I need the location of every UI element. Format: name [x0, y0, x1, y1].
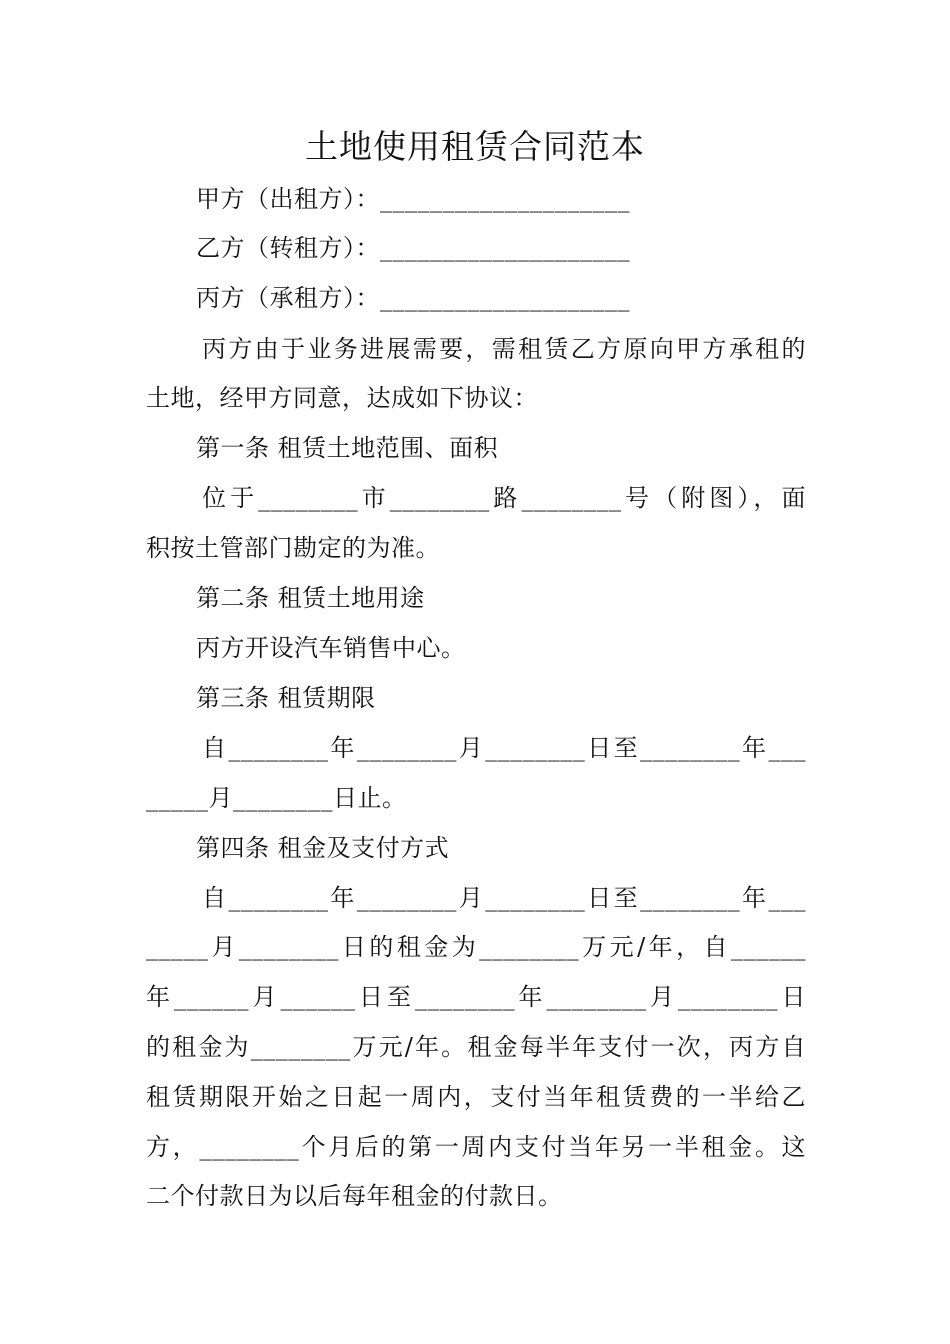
party-b-label: 乙方（转租方）： — [196, 234, 380, 262]
paragraph-line: 的租金为________万元/年。租金每半年支付一次，丙方自 — [146, 1033, 806, 1061]
paragraph-line: 自________年________月________日至________年___ — [202, 734, 806, 762]
document-title: 土地使用租赁合同范本 — [305, 127, 645, 166]
paragraph-line: 租赁期限开始之日起一周内，支付当年租赁费的一半给乙 — [146, 1083, 806, 1111]
paragraph-line: 位于________市________路________号（附图），面 — [202, 484, 806, 512]
party-a-label: 甲方（出租方）： — [196, 185, 380, 213]
party-a-blank: ____________________ — [380, 185, 630, 213]
party-a-line — [196, 181, 856, 217]
article-2-heading: 第二条 租赁土地用途 — [196, 584, 425, 612]
paragraph-line: 二个付款日为以后每年租金的付款日。 — [146, 1182, 563, 1210]
paragraph-line: _____月________日止。 — [146, 784, 407, 812]
party-c-label: 丙方（承租方）： — [196, 284, 380, 312]
party-b-line — [196, 230, 856, 266]
paragraph-line: 积按土管部门勘定的为准。 — [146, 534, 440, 562]
paragraph-line: 丙方开设汽车销售中心。 — [196, 634, 466, 662]
paragraph-line: 丙方由于业务进展需要，需租赁乙方原向甲方承租的 — [202, 335, 806, 363]
party-c-line — [196, 280, 856, 316]
article-4-heading: 第四条 租金及支付方式 — [196, 834, 450, 862]
party-b-blank: ____________________ — [380, 234, 630, 262]
paragraph-line: _____月________日的租金为________万元/年，自______ — [146, 933, 806, 961]
paragraph-line: 方，________个月后的第一周内支付当年另一半租金。这 — [146, 1133, 806, 1161]
paragraph-line: 土地，经甲方同意，达成如下协议： — [146, 384, 538, 412]
paragraph-line: 年______月______日至________年________月________日 — [146, 983, 806, 1011]
party-c-blank: ____________________ — [380, 284, 630, 312]
article-1-heading: 第一条 租赁土地范围、面积 — [196, 434, 499, 462]
paragraph-line: 自________年________月________日至________年___ — [202, 884, 806, 912]
article-3-heading: 第三条 租赁期限 — [196, 684, 376, 712]
